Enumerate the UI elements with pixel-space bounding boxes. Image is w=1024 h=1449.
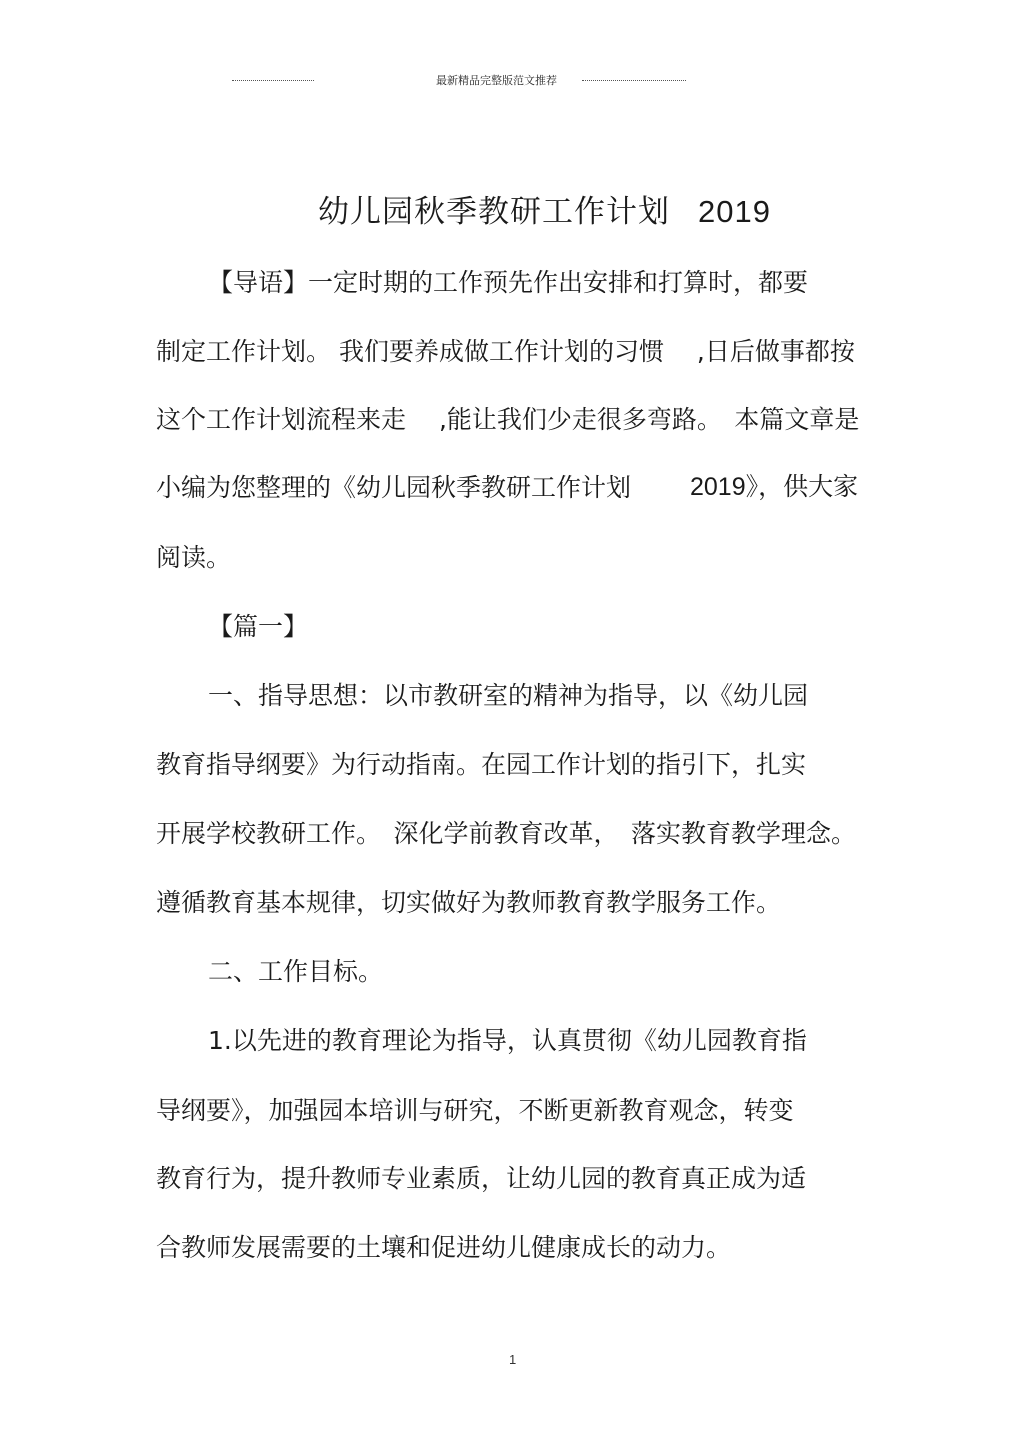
paragraph-line-tail: 2019》，供大家 bbox=[690, 473, 859, 501]
paragraph-line: 阅读。 bbox=[156, 543, 232, 572]
paragraph-line: 这个工作计划流程来走 ,能让我们少走很多弯路。 本篇文章是 bbox=[156, 405, 860, 434]
document-title bbox=[318, 186, 771, 231]
paragraph-line: 一、指导思想：以市教研室的精神为指导，以《幼儿园 bbox=[208, 681, 809, 710]
paragraph-line: 开展学校教研工作。 深化学前教育改革， 落实教育教学理念。 bbox=[156, 819, 857, 848]
paragraph-line: 导纲要》，加强园本培训与研究，不断更新教育观念，转变 bbox=[156, 1096, 794, 1125]
paragraph-line: 【导语】一定时期的工作预先作出安排和打算时，都要 bbox=[208, 268, 809, 297]
header-dotted-rule-left bbox=[232, 80, 314, 81]
paragraph-line: 遵循教育基本规律，切实做好为教师教育教学服务工作。 bbox=[156, 888, 782, 917]
header-dotted-rule-right bbox=[582, 80, 686, 81]
title-main: 幼儿园秋季教研工作计划 bbox=[318, 194, 670, 230]
paragraph-line: 合教师发展需要的土壤和促进幼儿健康成长的动力。 bbox=[156, 1233, 732, 1262]
paragraph-line: 1.以先进的教育理论为指导，认真贯彻《幼儿园教育指 bbox=[208, 1026, 807, 1055]
paragraph-line: 制定工作计划。 我们要养成做工作计划的习惯 ,日后做事都按 bbox=[156, 337, 855, 366]
page-number: 1 bbox=[509, 1352, 517, 1367]
paragraph-line: 教育行为，提升教师专业素质，让幼儿园的教育真正成为适 bbox=[156, 1164, 807, 1193]
section-heading: 【篇一】 bbox=[208, 612, 309, 641]
paragraph-line: 教育指导纲要》为行动指南。在园工作计划的指引下，扎实 bbox=[156, 750, 807, 779]
subsection-heading: 二、工作目标。 bbox=[208, 957, 384, 986]
header-text: 最新精品完整版范文推荐 bbox=[436, 74, 557, 87]
title-year: 2019 bbox=[698, 194, 771, 229]
paragraph-line: 小编为您整理的《幼儿园秋季教研工作计划 bbox=[156, 473, 732, 502]
page-header bbox=[0, 72, 1024, 92]
